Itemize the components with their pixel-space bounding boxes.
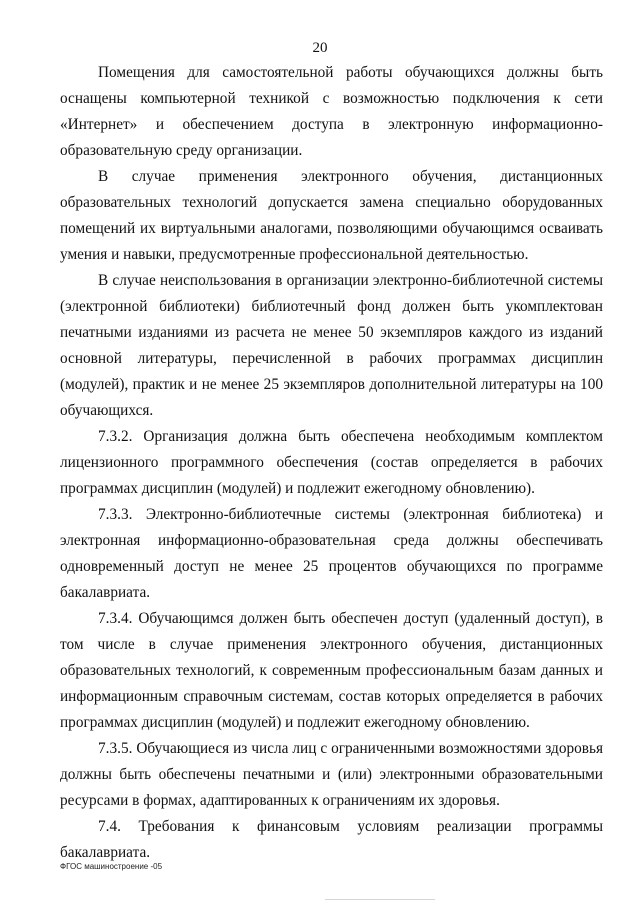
scan-artifact-line [325,899,435,900]
paragraph-e-learning: В случае применения электронного обучения, дистанционных образовательных технологий допускается замена специально оборудованных помещений их виртуальными аналогами, позволяющими обучающимся осваивать умения и навыки, предусмотренные профессиональной деятельностью. [60,168,603,263]
paragraph-7-3-4: 7.3.4. Обучающимся должен быть обеспечен доступ (удаленный доступ), в том числе в случае применения электронного обучения, дистанционных образовательных технологий, к современным профессиональным базам данных и информационным справочным системам, состав которых определяется в рабочих программах дисциплин (модулей) и подлежит ежегодному обновлению. [60,610,603,731]
page-number: 20 [312,40,328,56]
paragraph-7-3-2: 7.3.2. Организация должна быть обеспечена необходимым комплектом лицензионного программного обеспечения (состав определяется в рабочих программах дисциплин (модулей) и подлежит ежегодному обновлению). [60,428,603,497]
paragraph-7-3-5: 7.3.5. Обучающиеся из числа лиц с ограниченными возможностями здоровья должны быть обеспечены печатными и (или) электронными образовательными ресурсами в формах, адаптированных к ограничениям их здоровья. [60,740,603,809]
paragraph-premises: Помещения для самостоятельной работы обучающихся должны быть оснащены компьютерной техникой с возможностью подключения к сети «Интернет» и обеспечением доступа в электронную информационно-образовательную среду организации. [60,64,603,159]
paragraph-7-3-3: 7.3.3. Электронно-библиотечные системы (электронная библиотека) и электронная информационно-образовательная среда должны обеспечивать одновременный доступ не менее 25 процентов обучающихся по программе бакалавриата. [60,506,603,601]
paragraph-library-fund: В случае неиспользования в организации электронно-библиотечной системы (электронной библиотеки) библиотечный фонд должен быть укомплектован печатными изданиями из расчета не менее 50 экземпляров каждого из изданий основной литературы, перечисленной в рабочих программах дисциплин (модулей), практик и не менее 25 экземпляров дополнительной литературы на 100 обучающихся. [60,272,603,419]
paragraph-7-4: 7.4. Требования к финансовым условиям реализации программы бакалавриата. [60,818,603,861]
document-body [60,60,603,866]
document-footer: ФГОС машиностроение -05 [60,862,163,871]
